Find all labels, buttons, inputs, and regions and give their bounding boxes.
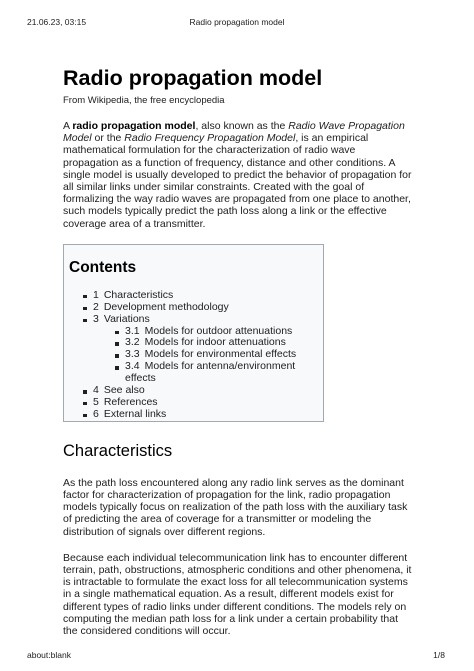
toc-item-label: References	[103, 395, 158, 408]
characteristics-paragraph-2: Because each individual telecommunication link has to encounter different terrain, path, obstructions, atmospheric conditions and other phenomena, it is intractable to formulate the exact loss for all telecommunication systems in a single mathematical equation. As a result, different models exist for different types of radio links under different conditions. The models rely on computing the median path loss for a link under a certain probability that the considered conditions will occur.	[63, 551, 412, 638]
toc-item-number: 3	[93, 312, 99, 325]
intro-lead: A	[63, 120, 73, 132]
toc-item-number: 4	[93, 384, 99, 397]
toc-item-external-links[interactable]	[83, 409, 323, 421]
page-title: Radio propagation model	[63, 66, 323, 90]
toc-item-antenna-environment-effects[interactable]	[115, 361, 323, 385]
toc-list	[69, 290, 323, 421]
print-datetime: 21.06.23, 03:15	[27, 17, 87, 27]
toc-title: Contents	[69, 258, 137, 276]
toc-item-label: See also	[103, 384, 145, 397]
toc-item-number: 2	[93, 300, 99, 313]
toc-item-number: 6	[93, 407, 99, 420]
toc-item-variations[interactable]	[83, 314, 323, 385]
toc-item-number: 1	[93, 288, 99, 301]
toc-item-number: 3.3	[125, 348, 140, 361]
characteristics-paragraph-1: As the path loss encountered along any radio link serves as the dominant factor for characterization of propagation for the link, radio propagation models typically focus on realization of the path loss with the auxiliary task of predicting the area of coverage for a transmitter or modeling the distribution of signals over different regions.	[63, 476, 408, 538]
intro-paragraph	[63, 120, 413, 230]
toc-item-number: 3.4	[125, 360, 140, 373]
intro-text-3: , is an empirical mathematical formulation for the characterization of radio wave propagation as a function of frequency, distance and other conditions. A single model is usually developed to predict the behavior of propagation for all similar links under similar constraints. Created with the goal of formalizing the way radio waves are propagated from one place to another, such models typically predict the path loss along a link or the effective coverage area of a transmitter.	[63, 132, 412, 230]
print-url: about:blank	[27, 650, 71, 660]
toc-item-label: Models for antenna/environment effects	[125, 360, 296, 385]
intro-alias-1: Radio Wave Propagation Model	[63, 120, 405, 145]
print-page-title: Radio propagation model	[189, 17, 285, 27]
toc-item-number: 5	[93, 395, 99, 408]
toc-item-number: 3.1	[125, 324, 140, 337]
intro-alias-2: Radio Frequency Propagation Model	[124, 132, 296, 145]
toc-item-label: External links	[103, 407, 167, 420]
print-page-count: 1/8	[433, 650, 445, 660]
table-of-contents	[63, 244, 324, 422]
toc-item-label: Characteristics	[103, 288, 174, 301]
toc-item-label: Models for outdoor attenuations	[144, 324, 293, 337]
toc-item-label: Variations	[103, 312, 150, 325]
toc-item-label: Models for environmental effects	[144, 348, 297, 361]
toc-sublist	[93, 326, 323, 386]
intro-bold-term: radio propagation model	[72, 120, 196, 132]
toc-item-number: 3.2	[125, 336, 140, 349]
intro-text-2: or the	[91, 132, 125, 145]
toc-item-label: Development methodology	[103, 300, 229, 313]
site-tagline: From Wikipedia, the free encyclopedia	[63, 95, 225, 106]
print-header	[0, 17, 474, 31]
section-heading-characteristics: Characteristics	[63, 441, 173, 460]
toc-item-label: Models for indoor attenuations	[144, 336, 286, 349]
article	[63, 64, 413, 637]
print-footer	[0, 650, 474, 664]
intro-text-1: , also known as the	[195, 120, 289, 132]
